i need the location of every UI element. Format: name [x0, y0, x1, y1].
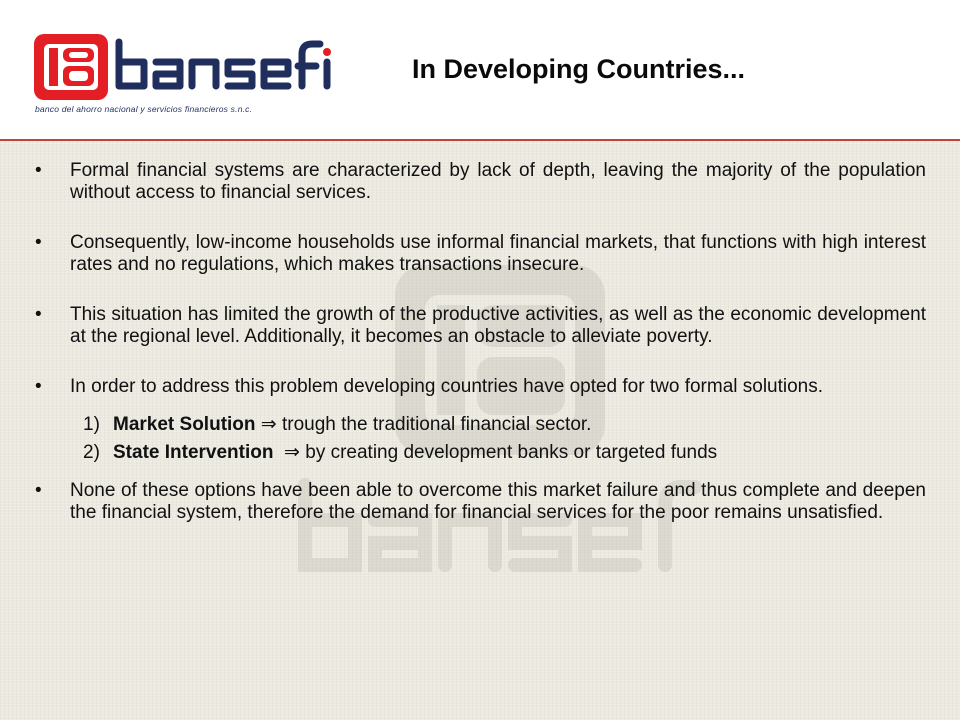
bullet-item: [33, 480, 926, 524]
solution-text: by creating development banks or targeted funds: [305, 442, 718, 463]
solution-item-market: [83, 414, 926, 436]
bullet-item: [33, 232, 926, 276]
arrow-icon: ⇒: [255, 414, 282, 435]
bullet-item: [33, 160, 926, 204]
logo-subtitle: banco del ahorro nacional y servicios financieros s.n.c.: [35, 104, 253, 114]
bullet-text: Consequently, low-income households use informal financial markets, that functions with high interest rates and no regulations, which makes transactions insecure.: [70, 232, 926, 275]
bullet-dot: •: [35, 160, 42, 181]
bullet-text: Formal financial systems are characterized by lack of depth, leaving the majority of the population without access to financial services.: [70, 160, 926, 203]
slide-content: [33, 160, 926, 524]
arrow-icon: ⇒: [273, 442, 306, 463]
bullet-dot: •: [35, 232, 42, 253]
solution-text: trough the traditional financial sector.: [282, 414, 592, 435]
bullet-text: In order to address this problem developing countries have opted for two formal solutions.: [70, 376, 824, 397]
bullet-text: This situation has limited the growth of the productive activities, as well as the economic development at the regional level. Additionally, it becomes an obstacle to alleviate poverty.: [70, 304, 926, 347]
solution-number: 1): [83, 414, 100, 435]
bullet-dot: •: [35, 480, 42, 501]
slide-title: In Developing Countries...: [412, 54, 746, 84]
bullet-dot: •: [35, 376, 42, 397]
bullet-item: [33, 376, 926, 398]
bullet-text: None of these options have been able to overcome this market failure and thus complete and deepen the financial system, therefore the demand for financial services for the poor remains unsatisfied.: [70, 480, 926, 523]
solution-item-state: [83, 442, 926, 464]
bullet-dot: •: [35, 304, 42, 325]
solution-number: 2): [83, 442, 100, 463]
header-divider: [0, 139, 960, 141]
solution-label: Market Solution: [113, 414, 256, 435]
solution-label: State Intervention: [113, 442, 274, 463]
bullet-item: [33, 304, 926, 348]
